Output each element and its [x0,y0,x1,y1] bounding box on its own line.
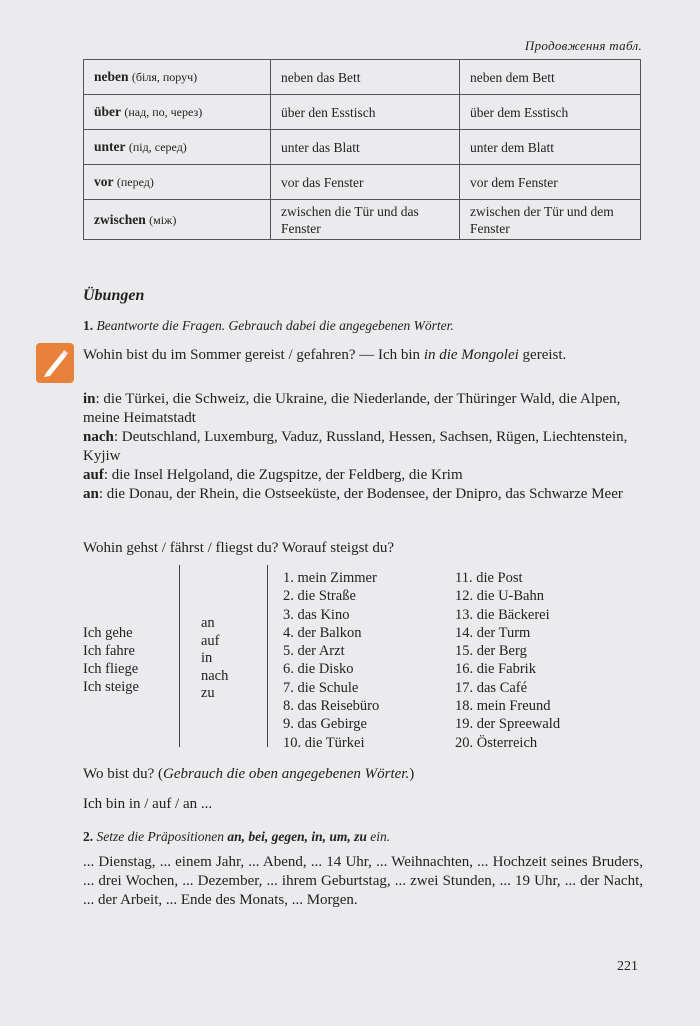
task2-heading [83,829,390,845]
verb-item: Ich fahre [83,643,135,659]
dative-example: über dem Esstisch [460,95,641,130]
divider-line [267,565,268,747]
preposition-cell [84,60,271,95]
accusative-example: zwischen die Tür und das Fenster [271,200,460,240]
preposition-item: auf [201,632,220,649]
destination-item: 17. das Café [455,679,528,696]
destination-item: 4. der Balkon [283,624,362,641]
task1-number: 1. [83,318,94,333]
dative-example: neben dem Bett [460,60,641,95]
translation: (біля, поруч) [131,70,198,84]
destination-item: 18. mein Freund [455,698,551,715]
translation: (перед) [116,175,154,189]
preposition-word: neben [94,69,129,84]
nach-text: : Deutschland, Luxemburg, Vaduz, Russland, Hessen, Sachsen, Rügen, Liechtenstein, Kyjiw [83,429,628,464]
destination-item: 15. der Berg [455,643,527,660]
task1-question2: Wohin gehst / fährst / fliegst du? Worauf steigst du? [83,540,395,556]
destination-item: 3. das Kino [283,606,350,623]
task1-question-line [83,346,643,365]
preposition-column [201,615,228,703]
destination-item: 20. Österreich [455,734,538,751]
page-number: 221 [617,959,638,974]
preposition-word: vor [94,174,114,189]
destination-item: 6. die Disko [283,661,354,678]
task2-number: 2. [83,829,94,844]
task1-heading [83,318,454,334]
section-title: Übungen [83,287,145,304]
destination-item: 5. der Arzt [283,643,345,660]
destination-item: 2. die Straße [283,588,356,605]
verb-column [83,624,139,696]
preposition-cell [84,95,271,130]
preposition-item: an [201,615,215,631]
destination-item: 16. die Fabrik [455,661,536,678]
translation: (між) [149,212,177,227]
preposition-item: in [201,650,213,666]
task1-instruction: Beantworte die Fragen. Gebrauch dabei die angegebenen Wörter. [96,318,454,333]
destination-item: 8. das Reisebüro [283,698,380,715]
task1-question-c: gereist. [518,347,567,363]
task1-question-b: in die Mongolei [423,347,519,363]
preposition-cell [84,130,271,165]
destination-list-1 [283,569,379,752]
answer-stub: Ich bin in / auf / an ... [83,796,213,812]
destination-item: 7. die Schule [283,679,359,696]
destination-item: 1. mein Zimmer [283,570,377,586]
pencil-icon [36,343,74,383]
dative-example: zwischen der Tür und dem Fenster [460,200,641,240]
accusative-example: unter das Blatt [271,130,460,165]
preposition-cell [84,165,271,200]
word-groups [83,390,643,504]
question3-b: Gebrauch die oben angegebenen Wörter. [163,766,410,782]
translation: (під, серед) [128,140,187,154]
auf-group [83,466,643,485]
accusative-example: über den Esstisch [271,95,460,130]
in-group [83,390,643,428]
question3-c: ) [409,766,415,782]
accusative-example: vor das Fenster [271,165,460,200]
accusative-example: neben das Bett [271,60,460,95]
dative-example: unter dem Blatt [460,130,641,165]
destination-item: 12. die U-Bahn [455,588,544,605]
destination-item: 14. der Turm [455,624,531,641]
substitution-table [83,565,643,755]
preposition-word: zwischen [94,211,146,227]
verb-item: Ich fliege [83,661,139,677]
an-group [83,485,643,504]
task2-instruction-c: ein. [366,829,391,844]
task2-instruction-b: an, bei, gegen, in, um, zu [227,829,367,844]
table-row [84,130,641,165]
question3-a: Wo bist du? ( [83,766,164,782]
table-row [84,165,641,200]
table-row [84,60,641,95]
preposition-word: unter [94,139,126,154]
nach-label: nach [83,429,114,445]
task1-question-a: Wohin bist du im Sommer gereist / gefahren? — Ich bin [83,347,424,363]
preposition-word: über [94,104,121,119]
verb-item: Ich gehe [83,625,133,641]
preposition-cell [84,200,271,240]
an-text: : die Donau, der Rhein, die Ostseeküste, der Bodensee, der Dnipro, das Schwarze Meer [98,486,623,502]
verb-item: Ich steige [83,679,139,695]
task1-question3 [83,765,643,784]
table-row [84,95,641,130]
nach-group [83,428,643,466]
task2-instruction-a: Setze die Präpositionen [96,829,228,844]
destination-item: 10. die Türkei [283,734,365,751]
auf-label: auf [83,467,104,483]
destination-item: 19. der Spreewald [455,716,561,733]
an-label: an [83,486,99,502]
destination-item: 11. die Post [455,570,523,586]
destination-list-2 [455,569,560,752]
task2-text: ... Dienstag, ... einem Jahr, ... Abend, ... 14 Uhr, ... Weihnachten, ... Hochzeit seines Bruders, ... drei Wochen, ... Dezember, ... ihrem Geburtstag, ... zwei Stunden, ... 19 Uhr, ... der Nacht, ... der Arbeit, ... Ende des Monats, ... Morgen. [83,854,643,908]
preposition-item: zu [201,685,215,701]
table-continuation-label: Продовження табл. [524,38,642,53]
destination-item: 13. die Bäckerei [455,606,550,623]
preposition-table [83,59,641,240]
in-label: in [83,391,96,407]
preposition-item: nach [201,667,229,684]
table-row [84,200,641,240]
auf-text: : die Insel Helgoland, die Zugspitze, der Feldberg, die Krim [103,467,463,483]
translation: (над, по, через) [124,105,203,119]
divider-line [179,565,180,747]
dative-example: vor dem Fenster [460,165,641,200]
in-text: : die Türkei, die Schweiz, die Ukraine, die Niederlande, der Thüringer Wald, die Alpen, meine Heimatstadt [83,391,621,426]
destination-item: 9. das Gebirge [283,716,367,733]
